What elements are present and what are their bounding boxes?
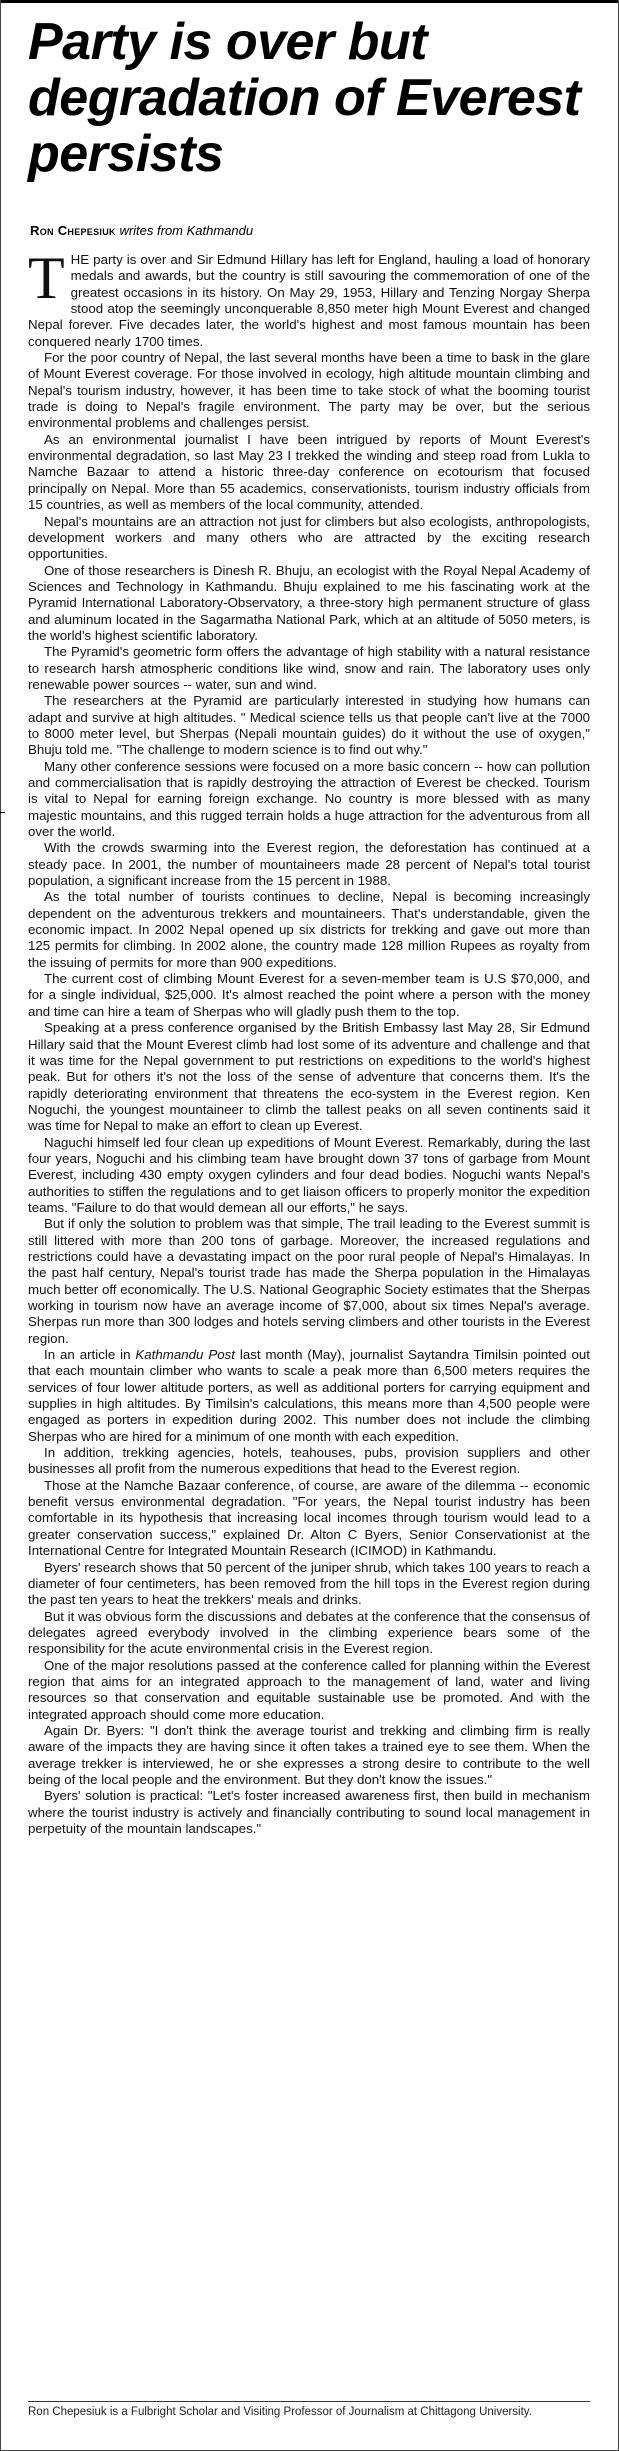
paragraph: For the poor country of Nepal, the last several months have been a time to bask in the glare of Mount Everest coverage. For those involved in ecology, high altitude mountain climbing and Nepal's tourism industry, however, it has been time to take stock of what the booming tourist trade is doing to Nepal's fragile environment. The party may be over, but the serious environmental problems and challenges persist. [28, 350, 590, 431]
paragraph: In an article in Kathmandu Post last month (May), journalist Saytandra Timilsin pointed out that each mountain climber who wants to scale a peak more than 6,500 meters requires the services of four lower altitude porters, as well as additional porters for carrying equipment and supplies in high altitudes. By Timilsin's calculations, this means more than 4,500 people were engaged as porters in expedition during 2002. This number does not include the climbing Sherpas who are hired for a minimum of one month with each expedition. [28, 1347, 590, 1444]
paragraph: Again Dr. Byers: "I don't think the average tourist and trekking and climbing firm is really aware of the impacts they are having since it often takes a trained eye to see them. When the average trekker is interviewed, he or she expresses a strong desire to contribute to the well being of the local people and the environment. But they don't know the issues." [28, 1722, 590, 1787]
paragraph: One of the major resolutions passed at the conference called for planning within the Everest region that aims for an integrated approach to the management of land, water and living resources so that conservation and equitable sustainable use be promoted. And with the integrated approach should come more education. [28, 1657, 590, 1722]
paragraph: Byers' research shows that 50 percent of the juniper shrub, which takes 100 years to reach a diameter of four centimeters, has been removed from the hill tops in the Everest region during the past ten years to heat the trekkers' meals and drinks. [28, 1559, 590, 1608]
paragraph: Naguchi himself led four clean up expeditions of Mount Everest. Remarkably, during the last four years, Noguchi and his climbing team have brought down 37 tons of garbage from Mount Everest, including 430 empty oxygen cylinders and four dead bodies. Noguchi wants Nepal's authorities to stiffen the regulations and to get liaison officers to properly monitor the expedition teams. "Failure to do that would demean all our efforts," he says. [28, 1134, 590, 1215]
byline-author: Ron Chepesiuk [30, 223, 116, 238]
paragraph: As the total number of tourists continues to decline, Nepal is becoming increasingly dependent on the adventurous trekkers and mountaineers. That's understandable, given the economic impact. In 2002 Nepal opened up six districts for trekking and gave out more than 125 permits for climbing. In 2002 alone, the country made 128 million Rupees as royalty from the issuing of permits for more than 900 expeditions. [28, 889, 590, 970]
paragraph: One of those researchers is Dinesh R. Bhuju, an ecologist with the Royal Nepal Academy of Sciences and Technology in Kathmandu. Bhuju explained to me his fascinating work at the Pyramid International Laboratory-Observatory, a three-story high permanent structure of glass and aluminum located in the Sagarmatha National Park, which at an altitude of 5050 meters, is the world's highest scientific laboratory. [28, 562, 590, 643]
paragraph: Byers' solution is practical: "Let's foster increased awareness first, then build in mechanism where the tourist industry is actively and financially contributing to sound local management in perpetuity of the mountain landscapes." [28, 1788, 590, 1836]
paragraph: Speaking at a press conference organised by the British Embassy last May 28, Sir Edmund Hillary said that the Mount Everest climb had lost some of its adventure and challenge and that it was time for the Nepal government to put restrictions on expeditions to the world's highest peak. But for others it's not the loss of the sense of adventure that concerns them. It's the rapidly deteriorating environment that threatens the eco-system in the Everest region. Ken Noguchi, the youngest mountaineer to climb the tallest peaks on all seven continents said it was time for Nepal to make an effort to clean up Everest. [28, 1020, 590, 1134]
author-note: Ron Chepesiuk is a Fulbright Scholar and Visiting Professor of Journalism at Chittagong University. [28, 2406, 532, 2418]
article-body [28, 245, 590, 1837]
paragraph: THE party is over and Sir Edmund Hillary has left for England, hauling a load of honorary medals and awards, but the country is still savouring the commemoration of one of the greatest occasions in its history. On May 29, 1953, Hillary and Tenzing Norgay Sherpa stood atop the seemingly unconquerable 8,850 meter high Mount Everest and changed Nepal forever. Five decades later, the world's highest and most famous mountain has been conquered nearly 1700 times. [28, 245, 590, 349]
drop-cap: T [28, 245, 65, 311]
paragraph: Those at the Namche Bazaar conference, of course, are aware of the dilemma -- economic benefit versus environmental degradation. "For years, the Nepal tourist industry has been comfortable in its hypothesis that increasing local incomes through tourism would lead to a greater conservation success," explained Dr. Alton C Byers, Senior Conservationist at the International Centre for Integrated Mountain Research (ICIMOD) in Kathmandu. [28, 1477, 590, 1559]
paragraph: Many other conference sessions were focused on a more basic concern -- how can pollution and commercialisation that is rapidly destroying the attraction of Everest be checked. Tourism is vital to Nepal for earning foreign exchange. No country is more blessed with as many majestic mountains, and this rugged terrain holds a huge attraction for the adventurous from all over the world. [28, 758, 590, 840]
left-border [0, 0, 1, 2451]
paragraph: But it was obvious form the discussions and debates at the conference that the consensus of delegates agreed everybody involved in the climbing experience bears some of the responsibility for the acute environmental crisis in the Everest region. [28, 1608, 590, 1657]
paragraph: The researchers at the Pyramid are particularly interested in studying how humans can adapt and survive at high altitudes. " Medical science tells us that people can't live at the 7000 to 8000 meter level, but Sherpas (Nepali mountain guides) do it without the use of oxygen," Bhuju told me. "The challenge to modern science is to find out why." [28, 693, 590, 758]
footer-rule [28, 2401, 590, 2402]
byline [30, 222, 590, 240]
top-rule [0, 0, 619, 3]
column-edge-mark [0, 812, 5, 813]
paragraph: With the crowds swarming into the Everest region, the deforestation has continued at a steady pace. In 2001, the number of mountaineers made 28 percent of Nepal's total tourist population, a significant increase from the 15 percent in 1988. [28, 840, 590, 889]
paragraph: The Pyramid's geometric form offers the advantage of high stability with a natural resistance to research harsh atmospheric conditions like wind, snow and rain. The laboratory uses only renewable power sources -- water, sun and wind. [28, 644, 590, 692]
source-title: Kathmandu Post [135, 1347, 235, 1363]
paragraph: The current cost of climbing Mount Everest for a seven-member team is U.S $70,000, and for a single individual, $25,000. It's almost reached the point where a person with the money and time can hire a team of Sherpas who will gladly push them to the top. [28, 971, 590, 1019]
paragraph: Nepal's mountains are an attraction not just for climbers but also ecologists, anthropologists, development workers and many others who are attracted by the exciting research opportunities. [28, 513, 590, 562]
byline-location: writes from Kathmandu [119, 223, 254, 238]
paragraph: As an environmental journalist I have been intrigued by reports of Mount Everest's environmental degradation, so last May 23 I trekked the winding and steep road from Lukla to Namche Bazaar to attend a historic three-day conference on ecotourism that focused principally on Nepal. More than 55 academics, conservationists, tourism industry officials from 15 countries, as well as members of the local community, attended. [28, 431, 590, 513]
paragraph: But if only the solution to problem was that simple, The trail leading to the Everest summit is still littered with more than 200 tons of garbage. Moreover, the increased regulations and restrictions could have a devastating impact on the poor rural people of Nepal's Himalayas. In the past half century, Nepal's tourist trade has made the Sherpa population in the Himalayas much better off economically. The U.S. National Geographic Society estimates that the Sherpas working in tourism now have an average income of $7,000, about six times Nepal's average. Sherpas run more than 300 lodges and hotels serving climbers and other tourists in the Everest region. [28, 1216, 590, 1346]
headline: Party is over but degradation of Everest persists [28, 13, 581, 183]
paragraph: In addition, trekking agencies, hotels, teahouses, pubs, provision suppliers and other businesses all profit from the numerous expeditions that head to the Everest region. [28, 1445, 590, 1477]
